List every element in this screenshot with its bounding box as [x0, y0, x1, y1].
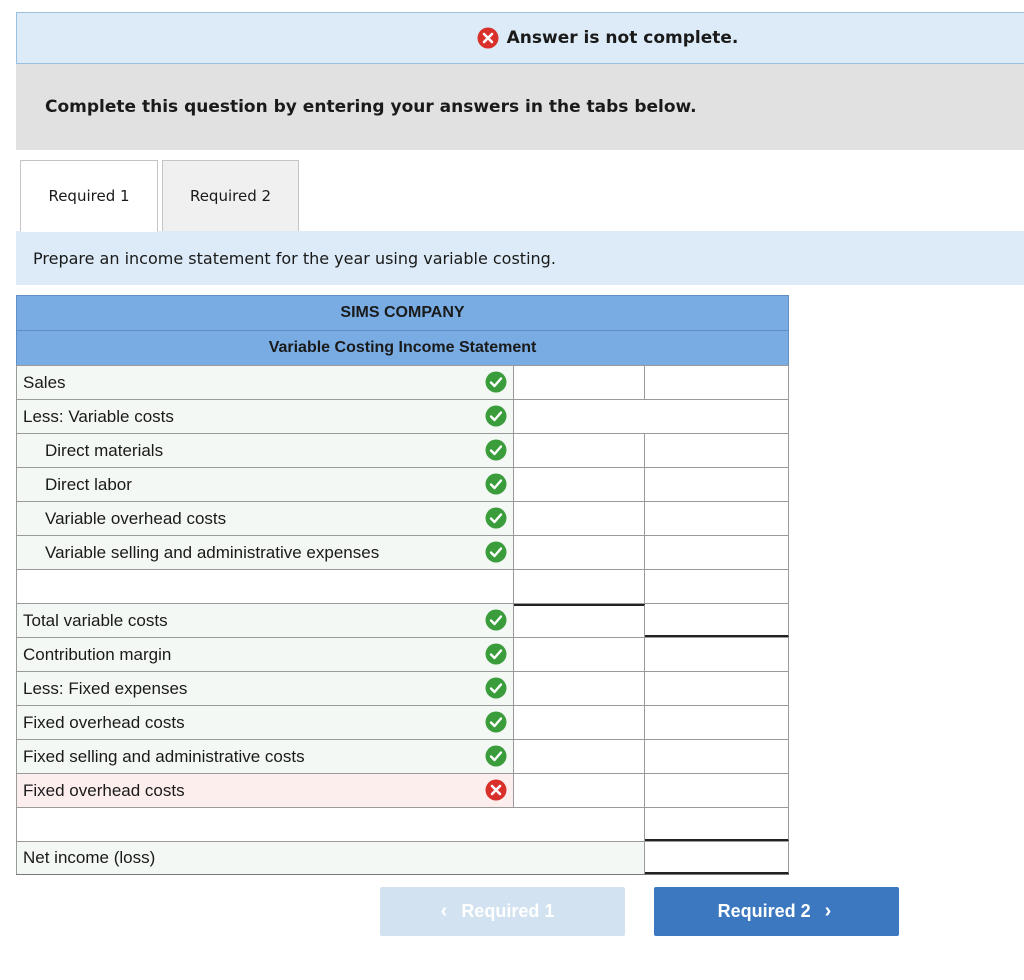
table-row — [16, 399, 789, 433]
check-icon — [485, 439, 507, 461]
row-label: Variable overhead costs — [45, 508, 227, 528]
row-label: Fixed selling and administrative costs — [23, 746, 305, 766]
amount-input[interactable] — [514, 774, 645, 807]
row-label: Less: Variable costs — [23, 406, 174, 426]
company-name-header — [16, 295, 789, 330]
amount-input[interactable] — [514, 434, 645, 467]
check-icon — [485, 473, 507, 495]
row-label: Less: Fixed expenses — [23, 678, 188, 698]
income-statement-table — [16, 295, 789, 875]
row-label-dropdown[interactable] — [16, 638, 514, 671]
answer-status-text: Answer is not complete. — [506, 28, 739, 48]
row-label: Fixed overhead costs — [23, 712, 185, 732]
empty-cell — [514, 400, 789, 433]
amount-input[interactable] — [514, 604, 645, 637]
check-icon — [485, 711, 507, 733]
row-label: Fixed overhead costs — [23, 780, 185, 800]
error-x-icon — [485, 779, 507, 801]
row-label: Sales — [23, 372, 66, 392]
answer-status-banner — [16, 12, 1024, 64]
row-label-dropdown[interactable] — [16, 400, 514, 433]
statement-title-header — [16, 330, 789, 365]
chevron-right-icon: › — [824, 900, 832, 922]
empty-cell — [645, 570, 789, 603]
check-icon — [485, 507, 507, 529]
amount-input[interactable] — [514, 536, 645, 569]
empty-cell — [645, 502, 789, 535]
table-row — [16, 739, 789, 773]
amount-input[interactable] — [514, 366, 645, 399]
row-label: Variable selling and administrative expenses — [45, 542, 380, 562]
table-row — [16, 535, 789, 569]
total-input[interactable] — [645, 604, 789, 637]
row-label: Net income (loss) — [23, 848, 156, 867]
table-row — [16, 467, 789, 501]
instruction-bar — [16, 64, 1024, 150]
table-row — [16, 603, 789, 637]
company-name: SIMS COMPANY — [340, 304, 465, 321]
total-input[interactable] — [645, 638, 789, 671]
table-row — [16, 671, 789, 705]
empty-cell — [645, 740, 789, 773]
amount-input[interactable] — [514, 740, 645, 773]
table-row — [16, 569, 789, 603]
amount-input[interactable] — [514, 706, 645, 739]
row-label-dropdown[interactable] — [16, 808, 645, 841]
check-icon — [485, 609, 507, 631]
row-label-dropdown[interactable] — [16, 366, 514, 399]
chevron-left-icon: ‹ — [440, 900, 448, 922]
empty-cell — [645, 774, 789, 807]
row-label: Contribution margin — [23, 644, 172, 664]
error-x-icon — [477, 27, 499, 49]
next-required-button[interactable] — [654, 887, 899, 936]
empty-cell — [645, 468, 789, 501]
row-label-dropdown[interactable] — [16, 604, 514, 637]
row-label-dropdown[interactable] — [16, 672, 514, 705]
empty-cell — [645, 434, 789, 467]
check-icon — [485, 371, 507, 393]
row-label-dropdown[interactable] — [16, 570, 514, 603]
row-label-dropdown[interactable] — [16, 740, 514, 773]
row-label-dropdown[interactable] — [16, 536, 514, 569]
check-icon — [485, 541, 507, 563]
row-label-dropdown[interactable] — [16, 706, 514, 739]
row-label: Direct labor — [45, 474, 132, 494]
next-button-label: Required 2 — [717, 901, 811, 921]
previous-required-button[interactable] — [380, 887, 625, 936]
row-label-dropdown[interactable] — [16, 434, 514, 467]
empty-cell — [645, 706, 789, 739]
total-input[interactable] — [645, 366, 789, 399]
amount-input[interactable] — [514, 502, 645, 535]
table-row — [16, 637, 789, 671]
table-row — [16, 433, 789, 467]
amount-input[interactable] — [514, 468, 645, 501]
row-label: Total variable costs — [23, 610, 168, 630]
prompt-text: Prepare an income statement for the year using variable costing. — [33, 248, 556, 268]
table-row — [16, 807, 789, 841]
question-prompt — [16, 231, 1024, 285]
table-row — [16, 841, 789, 875]
empty-cell — [645, 536, 789, 569]
check-icon — [485, 745, 507, 767]
amount-input[interactable] — [514, 638, 645, 671]
check-icon — [485, 677, 507, 699]
row-label-dropdown[interactable] — [16, 468, 514, 501]
tab-required-2[interactable] — [162, 160, 299, 232]
table-row — [16, 773, 789, 807]
amount-input[interactable] — [514, 570, 645, 603]
table-row — [16, 365, 789, 399]
total-input[interactable] — [645, 808, 789, 841]
row-label: Direct materials — [45, 440, 164, 460]
row-label-dropdown[interactable] — [16, 774, 514, 807]
row-label-dropdown[interactable] — [16, 842, 645, 874]
statement-title: Variable Costing Income Statement — [268, 339, 537, 356]
check-icon — [485, 643, 507, 665]
empty-cell — [645, 672, 789, 705]
tab-label: Required 2 — [189, 187, 272, 205]
previous-button-label: Required 1 — [461, 901, 555, 921]
total-input[interactable] — [645, 842, 789, 874]
tab-required-1[interactable] — [20, 160, 158, 232]
instruction-text: Complete this question by entering your answers in the tabs below. — [45, 97, 697, 117]
row-label-dropdown[interactable] — [16, 502, 514, 535]
table-row — [16, 501, 789, 535]
table-row — [16, 705, 789, 739]
tab-label: Required 1 — [48, 187, 130, 205]
check-icon — [485, 405, 507, 427]
amount-input[interactable] — [514, 672, 645, 705]
